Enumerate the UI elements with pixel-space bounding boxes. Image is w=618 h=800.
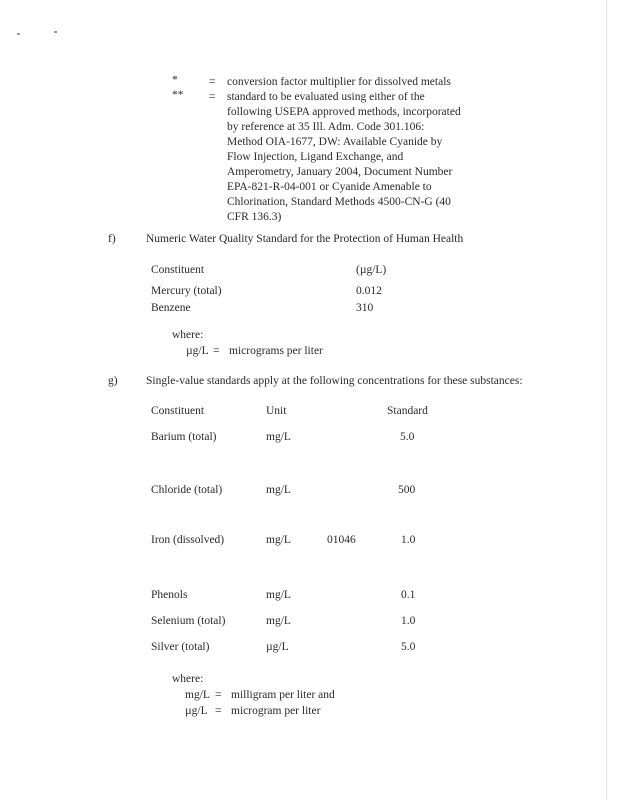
footnote-1-equals: = <box>209 76 216 88</box>
table-g-row-unit: mg/L <box>266 534 291 546</box>
section-g-where-definition: microgram per liter <box>231 705 321 717</box>
table-g-row-standard: 500 <box>398 484 416 496</box>
table-g-row-constituent: Iron (dissolved) <box>151 534 225 546</box>
section-f-where-definition: micrograms per liter <box>229 345 323 357</box>
table-f-row-value: 310 <box>356 302 374 314</box>
table-g-row-constituent: Selenium (total) <box>151 615 226 627</box>
table-f-header-unit: (µg/L) <box>356 264 387 276</box>
section-f-where-label: where: <box>172 329 204 341</box>
table-g-row-standard: 5.0 <box>401 641 416 653</box>
table-g-row-unit: mg/L <box>266 431 291 443</box>
footnote-2-line: standard to be evaluated using either of the <box>227 91 425 103</box>
section-g-where-equals: = <box>215 689 222 701</box>
scan-speck <box>17 33 20 35</box>
footnote-1-text: conversion factor multiplier for dissolved metals <box>227 76 451 88</box>
table-g-row-code: 01046 <box>327 534 356 546</box>
section-f-where-unit: µg/L <box>186 345 209 357</box>
page-edge-line <box>606 0 607 800</box>
footnote-2-symbol: ** <box>172 89 184 101</box>
table-g-row-constituent: Silver (total) <box>151 641 210 653</box>
footnote-2-line: Chlorination, Standard Methods 4500-CN-G (40 <box>227 196 451 208</box>
table-g-row-standard: 0.1 <box>401 589 416 601</box>
section-g-where-label: where: <box>172 673 204 685</box>
table-g-row-standard: 1.0 <box>401 534 416 546</box>
table-g-row-constituent: Barium (total) <box>151 431 217 443</box>
section-g-marker: g) <box>108 375 118 387</box>
table-f-row-constituent: Mercury (total) <box>151 285 222 297</box>
section-g-where-equals: = <box>215 705 222 717</box>
footnote-2-line: EPA-821-R-04-001 or Cyanide Amenable to <box>227 181 432 193</box>
table-g-row-constituent: Chloride (total) <box>151 484 223 496</box>
table-g-header-constituent: Constituent <box>151 405 205 417</box>
scan-speck <box>54 31 57 33</box>
section-f-marker: f) <box>108 233 116 245</box>
footnote-2-equals: = <box>209 91 216 103</box>
footnote-2-line: Amperometry, January 2004, Document Number <box>227 166 453 178</box>
table-f-row-constituent: Benzene <box>151 302 191 314</box>
section-f-heading: Numeric Water Quality Standard for the Protection of Human Health <box>146 233 464 245</box>
section-g-heading: Single-value standards apply at the following concentrations for these substances: <box>146 375 523 387</box>
section-g-where-unit: µg/L <box>185 705 208 717</box>
table-f-row-value: 0.012 <box>356 285 382 297</box>
footnote-2-line: CFR 136.3) <box>227 211 282 223</box>
footnote-2-line: Flow Injection, Ligand Exchange, and <box>227 151 404 163</box>
footnote-2-line: by reference at 35 Ill. Adm. Code 301.106: <box>227 121 425 133</box>
footnote-1-symbol: * <box>172 74 178 86</box>
table-g-header-unit: Unit <box>266 405 287 417</box>
section-f-where-equals: = <box>213 345 220 357</box>
table-g-row-unit: µg/L <box>266 641 289 653</box>
table-g-row-standard: 1.0 <box>401 615 416 627</box>
table-g-row-constituent: Phenols <box>151 589 188 601</box>
table-g-row-unit: mg/L <box>266 484 291 496</box>
table-g-row-unit: mg/L <box>266 589 291 601</box>
section-g-where-definition: milligram per liter and <box>231 689 335 701</box>
footnote-2-line: following USEPA approved methods, incorporated <box>227 106 461 118</box>
section-g-where-unit: mg/L <box>185 689 210 701</box>
table-g-header-standard: Standard <box>387 405 428 417</box>
table-g-row-standard: 5.0 <box>400 431 415 443</box>
footnote-2-line: Method OIA-1677, DW: Available Cyanide by <box>227 136 443 148</box>
table-f-header-constituent: Constituent <box>151 264 205 276</box>
table-g-row-unit: mg/L <box>266 615 291 627</box>
